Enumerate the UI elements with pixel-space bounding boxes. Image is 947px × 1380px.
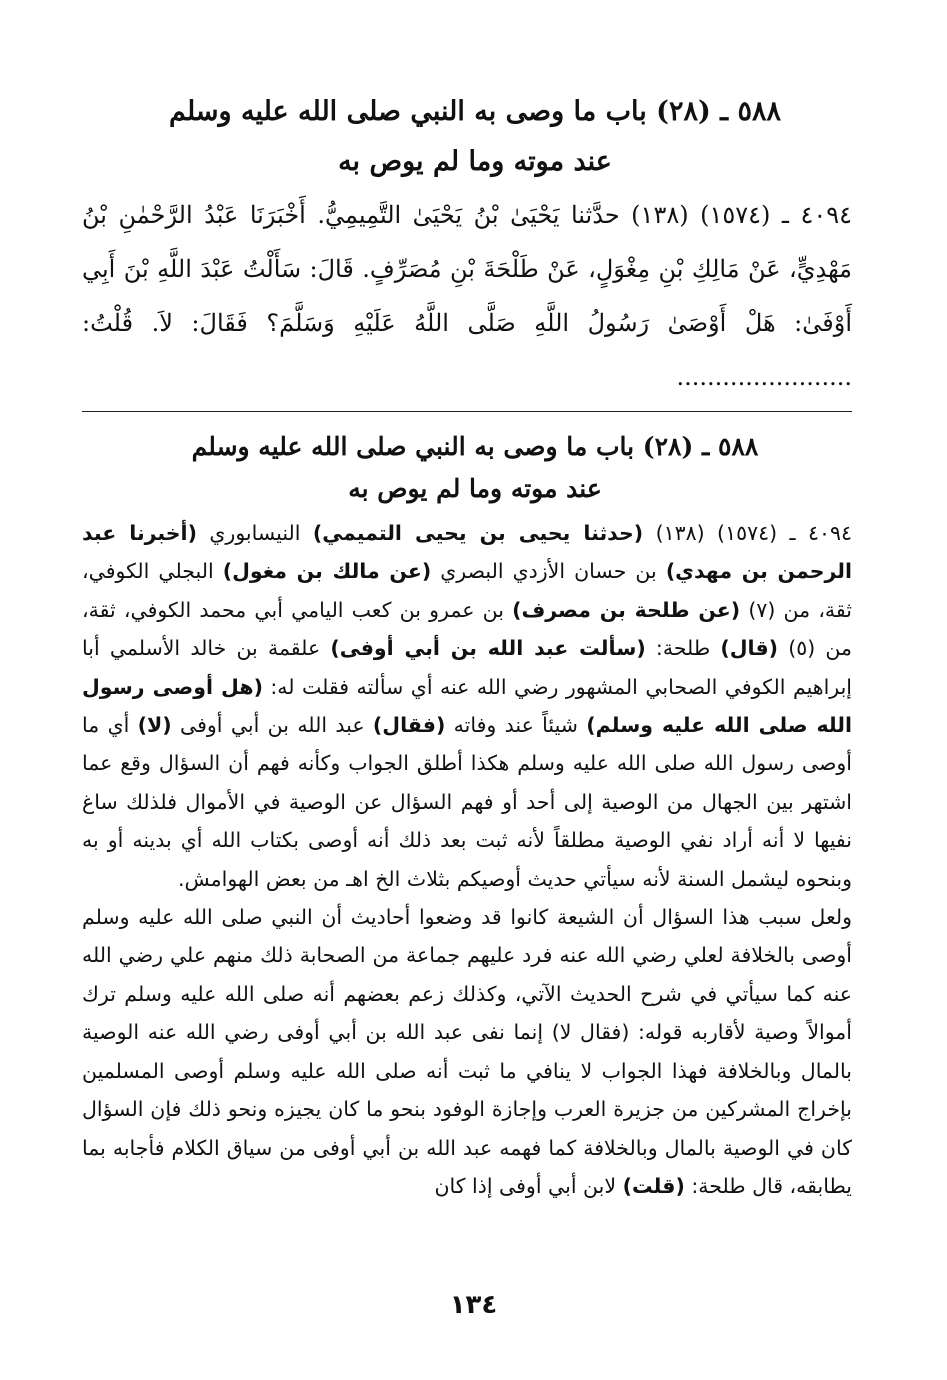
bold-quote: (فقال) [372, 713, 446, 738]
chapter-title-line-2: عند موته وما لم يوص به [338, 146, 612, 177]
bold-quote: (أخبرنا عبد الرحمن بن مهدي) [82, 521, 852, 584]
text-run: بن عمرو بن كعب اليامي أبي محمد الكوفي، ثقة، من (٥) [82, 597, 853, 661]
bold-quote: (قال) [720, 636, 779, 661]
bold-quote: (حدثنا يحيى بن يحيى التميمي) [312, 521, 644, 545]
chapter-title-top [80, 92, 870, 182]
commentary-body [82, 514, 852, 1205]
chapter-title-line-1: ٥٨٨ ـ (٢٨) باب ما وصى به النبي صلى الله عليه وسلم [169, 96, 781, 127]
text-run: النيسابوري [196, 521, 313, 545]
text-run: بن حسان الأزدي البصري [431, 559, 666, 584]
text-run: عبد الله بن أبي أوفى [171, 713, 373, 738]
text-run: ولعل سبب هذا السؤال أن الشيعة كانوا قد وضعوا أحاديث أن النبي صلى الله عليه وسلم أوصى بالخلافة لعلي رضي الله عنه فرد عليهم جماعة من الصحابة ذلك منهم علي رضي الله عنه كما سيأتي في شرح الحديث الآتي، وكذلك زعم بعضهم أنه صلى الله عليه وسلم ترك أموالاً وصية لأقاربه قوله: (فقال لا) إنما نفى عبد الله بن أبي أوفى رضي الله عنه الوصية بالمال وبالخلافة فهذا الجواب لا ينافي ما ثبت أنه صلى الله عليه وسلم أوصى المسلمين بإخراج المشركين من جزيرة العرب وإجازة الوفود بنحو ما كان يجيزه ونحو ذلك فإن السؤال كان في الوصية بالمال وبالخلافة كما فهمه عبد الله بن أبي أوفى من سياق الكلام فأجابه بما يطابقه، قال طلحة: [82, 905, 852, 1198]
commentary-paragraph-1 [82, 514, 852, 898]
bold-quote: (لا) [137, 713, 172, 738]
chapter-title-commentary [80, 428, 870, 508]
text-run: طلحة: [645, 636, 721, 661]
bold-quote: (قلت) [622, 1173, 685, 1198]
text-run: شيئاً عند وفاته [445, 713, 587, 738]
page-number: ١٣٤ [449, 1290, 498, 1320]
bold-quote: (هل أوصى رسول الله صلى الله عليه وسلم) [82, 674, 852, 738]
bold-quote: (عن طلحة بن مصرف) [512, 597, 741, 622]
hadith-text: ٤٠٩٤ ـ (١٥٧٤) (١٣٨) حدَّثنا يَحْيَىٰ بْنُ يَحْيَىٰ التَّمِيمِيُّ. أَخْبَرَنَا عَبْدُ الرَّحْمٰنِ بْنُ مَهْدِيٍّ، عَنْ مَالِكِ بْنِ مِغْوَلٍ، عَنْ طَلْحَةَ بْنِ مُصَرِّفٍ. قَالَ: سَأَلْتُ عَبْدَ اللَّهِ بْنَ أَبِي أَوْفَىٰ: هَلْ أَوْصَىٰ رَسُولُ اللَّهِ صَلَّى اللَّهُ عَلَيْهِ وَسَلَّمَ؟ فَقَالَ: لاَ. قُلْتُ: ....................... [82, 201, 853, 391]
text-run: أي ما أوصى رسول الله صلى الله عليه وسلم هكذا أطلق الجواب وكأنه فهم أن السؤال وقع عما اشتهر بين الجهال من الوصية إلى أحد أو فهم السؤال عن الوصية في الأموال فلذلك ساغ نفيها لا أنه أراد نفي الوصية مطلقاً لأنه ثبت بعد ذلك أنه أوصى بكتاب الله أي بدينه أو به وبنحوه ليشمل السنة لأنه سيأتي حديث أوصيكم بثلاث الخ اهـ من بعض الهوامش. [82, 713, 852, 891]
commentary-title-line-1: ٥٨٨ ـ (٢٨) باب ما وصى به النبي صلى الله عليه وسلم [191, 432, 759, 461]
bold-quote: (عن مالك بن مغول) [222, 559, 432, 584]
divider-line [82, 411, 852, 412]
commentary-paragraph-2 [82, 898, 852, 1205]
text-run: لابن أبي أوفى إذا كان [434, 1173, 623, 1198]
text-run: علقمة بن خالد الأسلمي أبا إبراهيم الكوفي الصحابي المشهور رضي الله عنه أي سألته فقلت له: [82, 636, 852, 699]
text-run: البجلي الكوفي، ثقة، من (٧) [82, 559, 852, 622]
commentary-title-line-2: عند موته وما لم يوص به [348, 474, 602, 503]
bold-quote: (سألت عبد الله بن أبي أوفى) [330, 636, 646, 661]
text-run: ٤٠٩٤ ـ (١٥٧٤) (١٣٨) [643, 521, 852, 545]
